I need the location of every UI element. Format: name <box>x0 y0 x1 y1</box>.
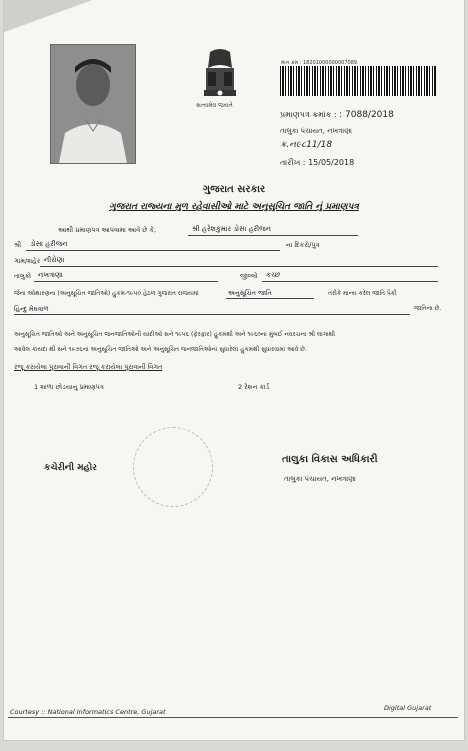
officer-office: તાલુકા પંચાયત, નખત્રાણા <box>284 475 357 483</box>
footer-courtesy: Courtesy :: National Informatics Centre, Gujarat <box>10 708 166 716</box>
village-label: ગામ/શહેર <box>14 257 41 265</box>
caste-name: હિન્દુ મેઘવાળ <box>14 305 49 313</box>
date-row <box>280 158 354 168</box>
father-name: ડોસા હરીજન <box>30 240 68 248</box>
village-name: નીરોણા <box>44 256 65 264</box>
district-label: જીલ્લો <box>240 272 258 280</box>
applicant-photo <box>50 44 136 164</box>
father-prefix: શ્રી <box>14 241 22 249</box>
date-value: 15/05/2018 <box>308 158 355 167</box>
footer-brand: Digital Gujarat <box>384 704 432 712</box>
certificate-number: : 7088/2018 <box>339 110 394 120</box>
legal-text-line-1: અનુસૂચિત જાતિઓ અને અનુસૂચિત જનજાતિઓની યાદીઓ સને ૧૯૫૬ (ફેરફાર) હુકમથી અને ૧૯૬૦ના મુંબઈ નવરચના શ્રી લાગાથી <box>14 331 336 338</box>
government-heading: ગુજરાત સરકાર <box>202 184 266 195</box>
certificate-number-label: પ્રમાણપત્ર ક્રમાંક : <box>280 110 337 119</box>
taluka-name: નખત્રાણા <box>38 271 63 279</box>
certificate-title: ગુજરાત રાજ્યના મુળ રહેવાસીઓ માટે અનુસુચિત જાતિ નું પ્રમાણપત્ર <box>109 202 359 212</box>
panchayat-line: તાલુકા પંચાયત, નખત્રાણા <box>280 127 353 135</box>
father-name-line <box>26 250 280 251</box>
faded-seal-stamp <box>133 427 213 507</box>
certificate-number-row <box>280 110 394 120</box>
applicant-name: શ્રી હરેશકુમાર ડોસા હરીજન <box>192 225 272 233</box>
page-fold-shadow <box>4 0 154 36</box>
barcode-text: માન ક્રમ : 18201000000007089 <box>281 60 358 66</box>
certificate-page <box>4 0 464 740</box>
caste-category-line <box>226 298 314 299</box>
district-name: કચ્છ <box>266 271 281 279</box>
outward-number: ક્ર.ન૯૮11/18 <box>280 140 333 150</box>
emblem-caption: સત્યમેવ જયતે <box>196 102 233 109</box>
state-emblem-icon <box>196 46 244 110</box>
caste-line-text: જેના ઓથારણના (અનુસૂચિત જાતિઓ) હુકમ-૧૯૫૦ હેઠળ ગુજરાત રાજયમાં <box>14 290 199 297</box>
village-line <box>40 266 438 267</box>
taluka-line <box>34 281 218 282</box>
officer-title: તાલુકા વિકાસ અધિકારી <box>282 454 378 465</box>
relation-text: ના દિકરો/પુત્ર <box>286 241 320 249</box>
taluka-label: તાલુકો <box>14 272 32 280</box>
person-portrait-icon <box>51 45 135 163</box>
caste-name-line <box>14 314 410 315</box>
office-seal-label: કચેરીની મહોર <box>44 463 97 473</box>
applicant-name-line <box>188 235 358 236</box>
footer-line <box>8 717 458 718</box>
documents-heading: રજૂ કરાયેલા પુરાવાની વિગત રજૂ કરાયેલા પુરાવાની વિગત <box>14 363 163 371</box>
caste-suffix: જાતિના છે. <box>414 305 442 312</box>
intro-text: આથી પ્રમાણપત્ર આપવામા આવે છે કે, <box>58 226 157 234</box>
caste-category: અનુસૂચિત જાતિ <box>228 289 272 297</box>
document-item-1: 1 શાળા છોડયાનુ પ્રમાણપત્ર <box>34 383 104 391</box>
legal-text-line-2: આવેલ કાયદા થી સને ૧૯૭૬ના અનુસૂચિત જાતિઓ અને અનુસૂચિત જનજાતિઓના સુધારેલા હુકમથી સુધારવામાં આવે છે. <box>14 346 307 353</box>
date-label: તારીખ : <box>280 158 306 167</box>
caste-line-end: તરીકે માન્ય કરેલ જાતિ પૈકી <box>328 290 397 297</box>
document-item-2: 2 રેશન કાર્ડ <box>238 383 270 391</box>
barcode <box>280 66 436 96</box>
district-line <box>262 281 438 282</box>
